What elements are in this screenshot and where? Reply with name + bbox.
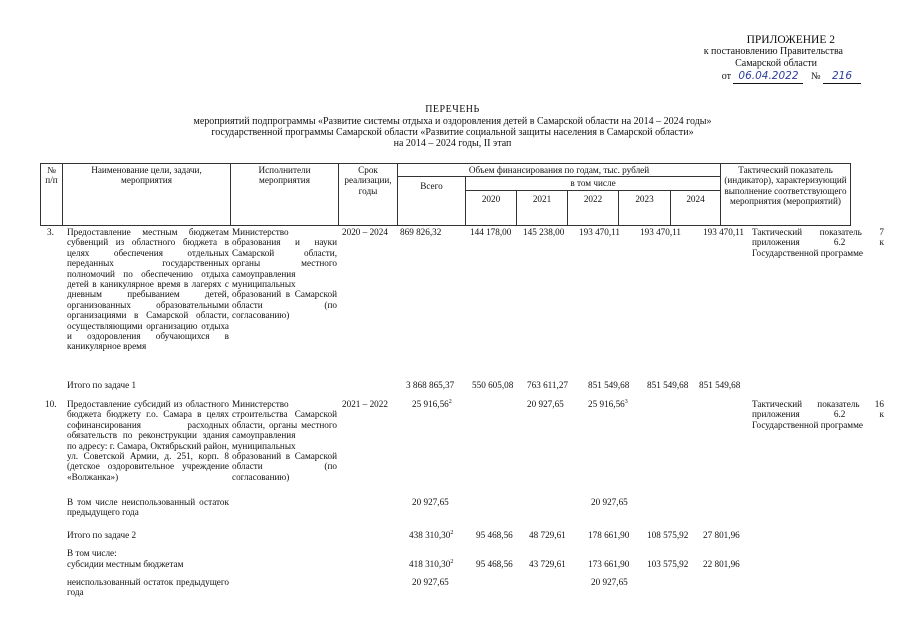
unused2-label: неиспользованный остаток предыдущего года (67, 577, 229, 598)
total1-total: 3 868 865,37 (406, 380, 455, 390)
table-header (40, 163, 851, 226)
total1-label: Итого по задаче 1 (67, 380, 137, 390)
date-prefix: от (721, 71, 731, 82)
row10-num: 10. (45, 399, 57, 409)
incl-2022: 173 661,90 (588, 559, 630, 569)
col-header-2020: 2020 (466, 190, 517, 225)
col-header-indicator: Тактический показатель (индикатор), характеризующий выполнение соответствующего мероприятия (мероприятий) (721, 164, 851, 226)
incl-total (409, 559, 453, 569)
date-field (733, 70, 803, 84)
incl-subsidies-label: субсидии местным бюджетам (67, 559, 184, 569)
col-header-including: в том числе (466, 177, 721, 190)
row10-total (412, 399, 452, 409)
total1-2020: 550 605,08 (472, 380, 514, 390)
row10-executors: Министерство строительства Самарской области, органы местного самоуправления муниципальных образований в Самарской области (по согласованию) (232, 399, 337, 482)
total1-2022: 851 549,68 (588, 380, 630, 390)
total2-total-value: 438 310,30 (409, 530, 451, 540)
appendix-decree-line: к постановлению Правительства (703, 46, 843, 57)
date-handwritten: 06.04.2022 (738, 70, 799, 82)
total2-2024: 27 801,96 (703, 530, 740, 540)
row10-name: Предоставление субсидий из областного бюджета бюджету г.о. Самара в целях софинансирования расходных обязательств по реконструкции здания по адресу: г. Самара, Октябрьский район, ул. Советской Армии, д. 251, корп. 8 (детское оздоровительное учреждение «Волжанка») (67, 399, 229, 482)
incl-label: В том числе: (67, 548, 117, 558)
row3-2023: 193 470,11 (640, 227, 682, 237)
col-header-executors: Исполнители мероприятия (231, 164, 339, 226)
row3-num: 3. (47, 227, 54, 237)
appendix-region-line: Самарской области (735, 58, 817, 69)
number-prefix: № (810, 71, 821, 82)
row3-term: 2020 – 2024 (342, 227, 388, 237)
total2-total (409, 530, 453, 540)
incl-2021: 43 729,61 (529, 559, 566, 569)
col-header-total: Всего (398, 177, 466, 225)
heading-line-2: государственной программы Самарской области «Развитие социальной защиты населения в Самарской области» (211, 127, 694, 138)
total1-2021: 763 611,27 (527, 380, 569, 390)
total1-2024: 851 549,68 (699, 380, 741, 390)
row10-total-footnote: 2 (448, 398, 452, 405)
col-header-name: Наименование цели, задачи, мероприятия (63, 164, 231, 226)
total2-total-footnote: 2 (450, 529, 454, 536)
row10-2022 (588, 399, 628, 409)
row3-2020: 144 178,00 (470, 227, 512, 237)
heading-line-3: на 2014 – 2024 годы, II этап (393, 138, 512, 149)
col-header-term: Срок реализации, годы (339, 164, 398, 226)
incl-total-value: 418 310,30 (409, 559, 451, 569)
total2-2021: 48 729,61 (529, 530, 566, 540)
row3-total: 869 826,32 (400, 227, 442, 237)
incl-total-footnote: 2 (450, 558, 454, 565)
incl-2020: 95 468,56 (476, 559, 513, 569)
row3-name: Предоставление местным бюджетам субвенций из областного бюджета в целях обеспечения отдельных переданных государственных полномочий по обеспечению отдыха детей в каникулярное время в лагерях с дневным пребыванием детей, организованных образовательными организациями в Самарской области, осуществляющими организацию отдыха и оздоровления обучающихся в каникулярное время (67, 227, 229, 352)
total2-2022: 178 661,90 (588, 530, 630, 540)
heading-line-1: мероприятий подпрограммы «Развитие системы отдыха и оздоровления детей в Самарской области на 2014 – 2024 годы» (193, 116, 712, 127)
col-header-2021: 2021 (517, 190, 568, 225)
total2-2020: 95 468,56 (476, 530, 513, 540)
row3-indicator: Тактический показатель 7 приложения 6.2 к Государственной программе (752, 227, 884, 258)
total2-label: Итого по задаче 2 (67, 530, 137, 540)
col-header-2024: 2024 (671, 190, 721, 225)
number-field (823, 70, 861, 84)
row10-2021: 20 927,65 (527, 399, 564, 409)
col-header-2022: 2022 (568, 190, 619, 225)
incl-2023: 103 575,92 (647, 559, 689, 569)
row10-total-value: 25 916,56 (412, 399, 449, 409)
col-header-funding: Объем финансирования по годам, тыс. рублей (398, 164, 721, 177)
document-title: ПЕРЕЧЕНЬ (425, 104, 480, 115)
row10-2022-value: 25 916,56 (588, 399, 625, 409)
total2-2023: 108 575,92 (647, 530, 689, 540)
row3-2021: 145 238,00 (523, 227, 565, 237)
appendix-title: ПРИЛОЖЕНИЕ 2 (746, 34, 835, 46)
unused2-2022: 20 927,65 (591, 577, 628, 587)
appendix-block (704, 34, 861, 84)
incl-2024: 22 801,96 (703, 559, 740, 569)
document-heading (0, 104, 905, 149)
unused1-label: В том числе неиспользованный остаток предыдущего года (67, 497, 229, 518)
row3-2022: 193 470,11 (579, 227, 621, 237)
row3-executors: Министерство образования и науки Самарской области, органы местного самоуправления муниципальных образований в Самарской области (по согласованию) (232, 227, 337, 321)
row10-term: 2021 – 2022 (342, 399, 388, 409)
unused1-2022: 20 927,65 (591, 497, 628, 507)
row10-indicator: Тактический показатель 16 приложения 6.2 к Государственной программе (752, 399, 884, 430)
col-header-num: № п/п (41, 164, 63, 226)
number-handwritten: 216 (831, 70, 853, 82)
row3-2024: 193 470,11 (703, 227, 745, 237)
unused1-total: 20 927,65 (412, 497, 449, 507)
unused2-total: 20 927,65 (412, 577, 449, 587)
appendix-date-line (704, 70, 861, 84)
total1-2023: 851 549,68 (647, 380, 689, 390)
col-header-2023: 2023 (619, 190, 671, 225)
row10-2022-footnote: 3 (624, 398, 628, 405)
